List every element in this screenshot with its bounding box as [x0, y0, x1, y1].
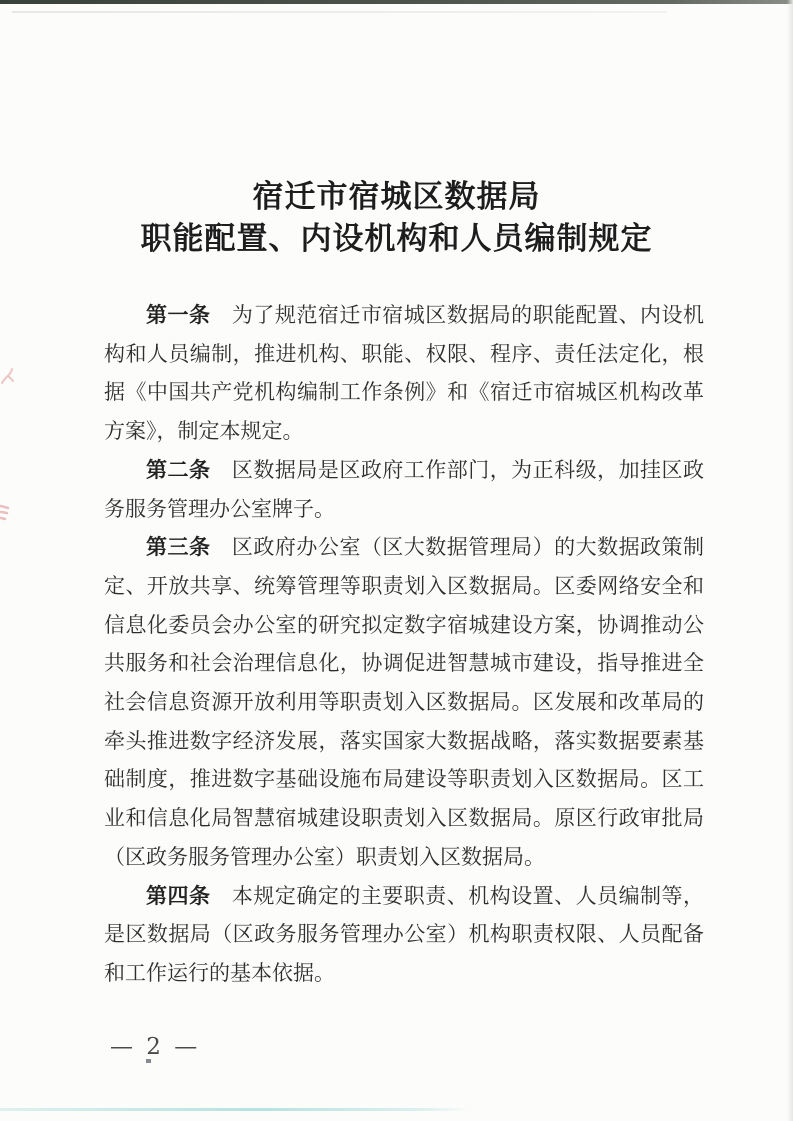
article-line: 构和人员编制，推进机构、职能、权限、程序、责任法定化，根 — [104, 341, 704, 366]
article-line: 信息化委员会办公室的研究拟定数字宿城建设方案，协调推动公 — [104, 612, 704, 637]
article-text: 区数据局是区政府工作部门，为正科级，加挂区政 — [231, 457, 705, 482]
article-4 — [104, 877, 704, 993]
scan-right-edge-shadow — [787, 0, 793, 1121]
red-ink-mark-icon — [0, 503, 10, 521]
article-line: 方案》，制定本规定。 — [104, 419, 304, 444]
article-2 — [104, 451, 704, 528]
article-line: 牵头推进数字经济发展，落实国家大数据战略，落实数据要素基 — [104, 728, 704, 753]
article-line: 业和信息化局智慧宿城建设职责划入区数据局。原区行政审批局 — [104, 806, 704, 831]
title-line-1: 宿迁市宿城区数据局 — [252, 179, 541, 215]
scan-top-edge — [0, 0, 793, 4]
article-line: 据《中国共产党机构编制工作条例》和《宿迁市宿城区机构改革 — [104, 380, 704, 405]
article-line: 务服务管理办公室牌子。 — [104, 496, 335, 521]
article-line — [104, 451, 704, 490]
page-number: — 2 — — [110, 1034, 201, 1060]
article-line: 和工作运行的基本依据。 — [104, 960, 335, 985]
article-3 — [104, 528, 704, 876]
article-line — [104, 296, 704, 335]
article-number: 第四条 — [146, 883, 211, 908]
article-text: 区政府办公室（区大数据管理局）的大数据政策制 — [231, 535, 705, 560]
scan-bottom-line — [0, 1108, 470, 1111]
article-text: 为了规范宿迁市宿城区数据局的职能配置、内设机 — [231, 303, 705, 327]
article-line — [104, 877, 704, 916]
article-number: 第一条 — [146, 303, 211, 327]
article-number: 第二条 — [146, 457, 211, 482]
article-line — [104, 528, 704, 567]
article-line: 是区数据局（区政务服务管理办公室）机构职责权限、人员配备 — [104, 922, 704, 947]
scan-faint-line — [12, 11, 667, 13]
article-text: 本规定确定的主要职责、机构设置、人员编制等， — [231, 883, 705, 908]
article-1 — [104, 296, 704, 451]
document-body — [104, 296, 704, 993]
red-ink-mark-icon — [0, 363, 18, 389]
article-line: 础制度，推进数字基础设施布局建设等职责划入区数据局。区工 — [104, 767, 704, 792]
article-line: （区政务服务管理办公室）职责划入区数据局。 — [104, 844, 545, 869]
article-number: 第三条 — [146, 535, 211, 560]
article-line: 社会信息资源开放利用等职责划入区数据局。区发展和改革局的 — [104, 690, 704, 715]
article-line: 定、开放共享、统筹管理等职责划入区数据局。区委网络安全和 — [104, 573, 704, 598]
document-title — [0, 176, 793, 260]
title-line-2: 职能配置、内设机构和人员编制规定 — [140, 221, 653, 257]
article-line: 共服务和社会治理信息化，协调促进智慧城市建设，指导推进全 — [104, 651, 704, 676]
